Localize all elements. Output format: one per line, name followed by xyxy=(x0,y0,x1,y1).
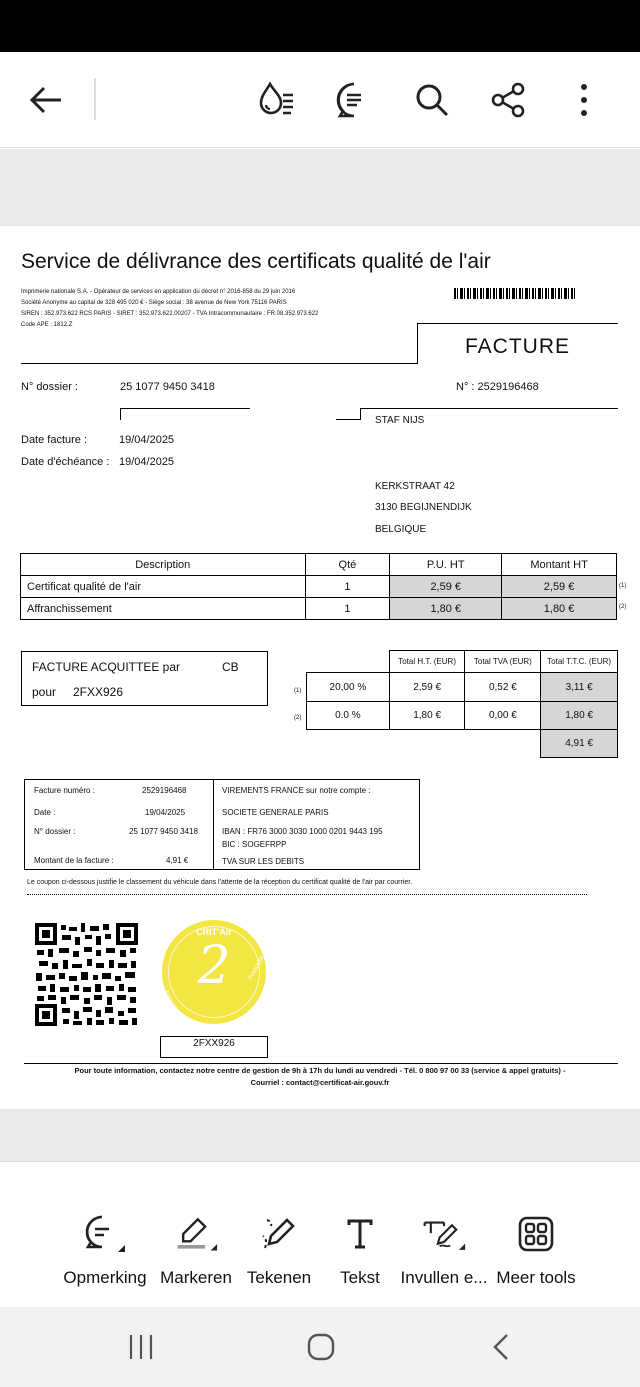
item-qty: 1 xyxy=(305,576,390,598)
client-street: KERKSTRAAT 42 xyxy=(375,481,455,492)
arrow-left-icon xyxy=(29,85,63,115)
critair-francaise: Française xyxy=(248,954,266,981)
fill-sign-icon xyxy=(422,1212,466,1256)
vat-rate: 0.0 % xyxy=(307,702,390,730)
paid-label: FACTURE ACQUITTEE par xyxy=(32,660,181,674)
table-header-row xyxy=(21,554,617,576)
tool-highlight-label: Markeren xyxy=(160,1268,232,1287)
table-row xyxy=(307,730,618,758)
item-note: (2) xyxy=(619,604,627,610)
tool-more[interactable] xyxy=(494,1162,578,1308)
date-echeance-label: Date d'échéance : xyxy=(21,456,110,468)
total-tva: 0,52 € xyxy=(465,673,541,702)
total-note: (2) xyxy=(294,715,302,721)
table-row xyxy=(21,598,617,620)
draw-icon xyxy=(257,1212,301,1256)
page-gap-bottom xyxy=(0,1109,640,1161)
tool-text-label: Tekst xyxy=(340,1268,380,1287)
table-row xyxy=(21,576,617,598)
home-icon xyxy=(306,1332,336,1362)
total-ttc: 1,80 € xyxy=(541,702,618,730)
total-note: (1) xyxy=(294,688,302,694)
search-button[interactable] xyxy=(408,76,456,124)
share-button[interactable] xyxy=(484,76,532,124)
critair-sticker xyxy=(162,920,266,1024)
bottom-toolbar xyxy=(0,1161,640,1307)
comment-list-icon xyxy=(335,81,373,119)
liquid-mode-button[interactable] xyxy=(252,76,300,124)
total-tva: 0,00 € xyxy=(465,702,541,730)
column-header: Total H.T. (EUR) xyxy=(389,651,465,673)
coupon-date-value: 19/04/2025 xyxy=(145,808,186,817)
tool-comment-label: Opmerking xyxy=(63,1268,147,1287)
tool-fill-sign[interactable] xyxy=(398,1162,490,1308)
items-table xyxy=(20,553,617,620)
text-icon xyxy=(338,1212,382,1256)
tool-text[interactable] xyxy=(330,1162,390,1308)
item-montant: 1,80 € xyxy=(502,598,617,620)
item-pu: 2,59 € xyxy=(390,576,502,598)
coupon-facture-label: Facture numéro : xyxy=(34,786,95,795)
rule xyxy=(21,363,418,364)
back-button[interactable] xyxy=(22,76,70,124)
coupon-note: Le coupon ci-dessous justifie le classement du véhicule dans l'attente de la réception du certificat qualité de l'air par courrier. xyxy=(27,879,413,886)
critair-republique: Republique xyxy=(162,990,183,1020)
table-header-row xyxy=(307,651,618,673)
total-ht: 1,80 € xyxy=(389,702,465,730)
rule xyxy=(360,408,618,409)
column-header: Qté xyxy=(305,554,390,576)
item-description: Affranchissement xyxy=(21,598,306,620)
qr-code xyxy=(35,923,138,1026)
date-facture-label: Date facture : xyxy=(21,434,88,446)
item-pu: 1,80 € xyxy=(390,598,502,620)
pdf-page[interactable] xyxy=(0,226,640,1109)
dossier-label: N° dossier : xyxy=(21,381,78,393)
item-montant: 2,59 € xyxy=(502,576,617,598)
client-city: 3130 BEGIJNENDIJK xyxy=(375,502,472,513)
coupon-montant-value: 4,91 € xyxy=(166,856,189,865)
paid-method: CB xyxy=(222,660,239,674)
total-ht: 2,59 € xyxy=(389,673,465,702)
column-header: Description xyxy=(21,554,306,576)
critair-number: 2 xyxy=(197,936,231,996)
share-icon xyxy=(489,81,527,119)
coupon-tva: TVA SUR LES DEBITS xyxy=(222,857,305,866)
grand-total: 4,91 € xyxy=(541,730,618,758)
liquid-mode-icon xyxy=(256,81,296,119)
back-icon xyxy=(491,1332,511,1362)
client-country: BELGIQUE xyxy=(375,524,427,535)
app-bar xyxy=(0,52,640,148)
system-navigation-bar xyxy=(0,1307,640,1387)
comments-button[interactable] xyxy=(330,76,378,124)
company-line: Société Anonyme au capital de 328 495 020 € - Siège social : 38 avenue de New York 75116 PARIS xyxy=(21,300,287,306)
column-header: Total T.T.C. (EUR) xyxy=(541,651,618,673)
more-vertical-icon xyxy=(579,83,589,117)
company-line: SIREN : 352.973.622 RCS PARIS - SIRET : 352.973.622.00207 - TVA Intracommunautaire : FR.08.352.973.622 xyxy=(21,311,319,317)
column-header: Montant HT xyxy=(502,554,617,576)
rule xyxy=(120,408,121,420)
tool-draw-label: Tekenen xyxy=(246,1268,312,1287)
recent-apps-button[interactable] xyxy=(116,1327,166,1367)
divider xyxy=(94,78,96,120)
vat-rate: 20,00 % xyxy=(307,673,390,702)
critair-label: CRIT'Air xyxy=(196,927,232,937)
invoice-title: FACTURE xyxy=(465,335,571,358)
tool-highlight[interactable] xyxy=(156,1162,236,1308)
dossier-value: 25 1077 9450 3418 xyxy=(120,381,215,393)
comment-icon xyxy=(83,1212,127,1256)
total-ttc: 3,11 € xyxy=(541,673,618,702)
item-note: (1) xyxy=(619,583,627,589)
coupon-iban: IBAN : FR76 3000 3030 1000 0201 9443 195 xyxy=(222,827,383,836)
company-line: Code APE : 1812.Z xyxy=(21,322,73,328)
rule xyxy=(213,779,214,870)
coupon-montant-label: Montant de la facture : xyxy=(34,856,114,865)
more-tools-icon xyxy=(514,1212,558,1256)
coupon-bank: SOCIETE GENERALE PARIS xyxy=(222,808,329,817)
coupon-dossier-value: 25 1077 9450 3418 xyxy=(129,827,198,836)
coupon-virement: VIREMENTS FRANCE sur notre compte : xyxy=(222,786,371,795)
item-description: Certificat qualité de l'air xyxy=(21,576,306,598)
client-name: STAF NIJS xyxy=(375,415,425,426)
table-row xyxy=(307,702,618,730)
plate-number: 2FXX926 xyxy=(193,1038,235,1049)
recent-apps-icon xyxy=(127,1333,155,1361)
company-line: Imprimerie nationale S.A. - Opérateur de services en application du décret n° 2016-858 du 29 juin 2016 xyxy=(21,289,296,295)
overflow-menu-button[interactable] xyxy=(560,76,608,124)
coupon-dossier-label: N° dossier : xyxy=(34,827,76,836)
coupon-date-label: Date : xyxy=(34,808,56,817)
footer-info: Pour toute information, contactez notre centre de gestion de 9h à 17h du lundi au vendredi - Tél. 0 800 97 00 33 (service & appel gratuits) - xyxy=(74,1066,566,1075)
totals-table xyxy=(306,650,618,758)
rule xyxy=(120,408,250,409)
document-heading: Service de délivrance des certificats qualité de l'air xyxy=(21,250,491,273)
cut-line xyxy=(27,894,587,895)
tool-comment[interactable] xyxy=(58,1162,152,1308)
column-header: P.U. HT xyxy=(390,554,502,576)
search-icon xyxy=(414,82,450,118)
footer-email: Courriel : contact@certificat-air.gouv.fr xyxy=(250,1078,390,1087)
back-nav-button[interactable] xyxy=(476,1327,526,1367)
rule xyxy=(336,419,361,420)
home-button[interactable] xyxy=(296,1327,346,1367)
paid-for-label: pour xyxy=(32,685,57,699)
page-gap-top xyxy=(0,149,640,226)
rule xyxy=(24,1063,618,1064)
item-qty: 1 xyxy=(305,598,390,620)
tool-more-label: Meer tools xyxy=(496,1268,576,1287)
column-header: Total TVA (EUR) xyxy=(465,651,541,673)
coupon-bic: BIC : SOGEFRPP xyxy=(222,840,287,849)
coupon-facture-value: 2529196468 xyxy=(142,786,187,795)
date-facture-value: 19/04/2025 xyxy=(119,434,175,446)
table-row xyxy=(307,673,618,702)
highlighter-icon xyxy=(174,1212,218,1256)
date-echeance-value: 19/04/2025 xyxy=(119,456,175,468)
rule xyxy=(417,323,418,364)
tool-draw[interactable] xyxy=(240,1162,318,1308)
barcode xyxy=(454,288,576,299)
tool-fill-sign-label: Invullen e... xyxy=(400,1268,488,1287)
status-bar xyxy=(0,0,640,52)
rule xyxy=(417,323,618,324)
invoice-number: N° : 2529196468 xyxy=(456,381,539,393)
paid-for-value: 2FXX926 xyxy=(73,685,124,699)
